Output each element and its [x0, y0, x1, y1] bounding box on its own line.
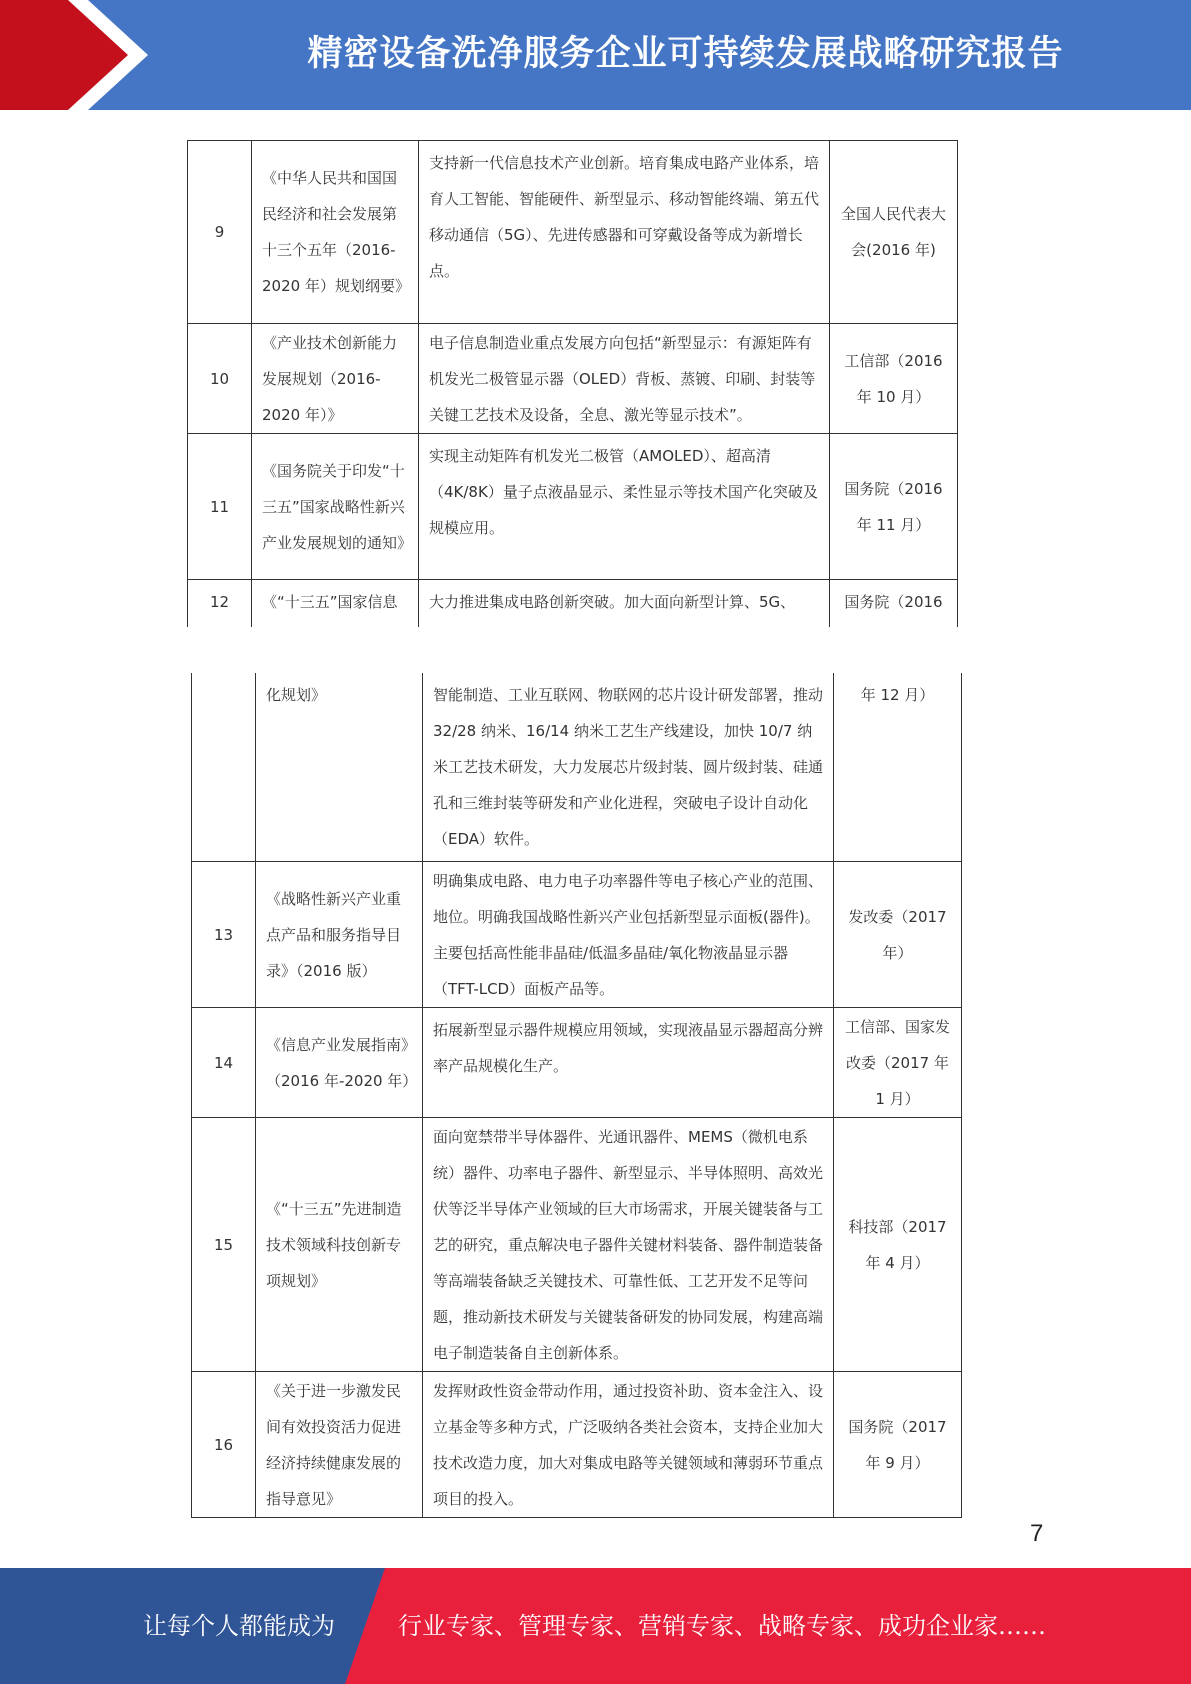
policy-content: 明确集成电路、电力电子功率器件等电子核心产业的范围、地位。明确我国战略性新兴产业包括新型显示面板(器件)。主要包括高性能非晶硅/低温多晶硅/氧化物液晶显示器（TFT-LCD）面板产品等。	[423, 862, 834, 1008]
table-row	[188, 141, 958, 324]
table-row	[188, 324, 958, 434]
policy-content: 支持新一代信息技术产业创新。培育集成电路产业体系，培育人工智能、智能硬件、新型显示、移动智能终端、第五代移动通信（5G）、先进传感器和可穿戴设备等成为新增长点。	[419, 141, 830, 324]
table-row	[188, 580, 958, 628]
policy-issuer: 工信部、国家发改委（2017 年 1 月）	[834, 1008, 962, 1118]
policy-content: 发挥财政性资金带动作用，通过投资补助、资本金注入、设立基金等多种方式，广泛吸纳各类社会资本，支持企业加大技术改造力度，加大对集成电路等关键领域和薄弱环节重点项目的投入。	[423, 1372, 834, 1518]
footer-slogan-right: 行业专家、管理专家、营销专家、战略专家、成功企业家……	[398, 1612, 1046, 1640]
policy-issuer: 全国人民代表大会(2016 年)	[830, 141, 958, 324]
report-title: 精密设备洗净服务企业可持续发展战略研究报告	[307, 34, 1064, 74]
policy-content: 智能制造、工业互联网、物联网的芯片设计研发部署，推动 32/28 纳米、16/14 纳米工艺生产线建设，加快 10/7 纳米工艺技术研发，大力发展芯片级封装、圆片级封装、硅通孔和三维封装等研发和产业化进程，突破电子设计自动化（EDA）软件。	[423, 673, 834, 862]
policy-name: 化规划》	[256, 673, 423, 862]
policy-name: 《“十三五”国家信息	[252, 580, 419, 628]
table-row	[192, 862, 962, 1008]
policy-name: 《产业技术创新能力发展规划（2016-2020 年）》	[252, 324, 419, 434]
row-number: 10	[188, 324, 252, 434]
page-header	[0, 0, 1191, 110]
header-chevron-icon	[0, 0, 150, 110]
policy-issuer: 年 12 月）	[834, 673, 962, 862]
policy-issuer: 国务院（2016 年 11 月）	[830, 434, 958, 580]
row-number: 9	[188, 141, 252, 324]
policy-content: 电子信息制造业重点发展方向包括“新型显示：有源矩阵有机发光二极管显示器（OLED）背板、蒸镀、印刷、封装等关键工艺技术及设备，全息、激光等显示技术”。	[419, 324, 830, 434]
policy-content: 面向宽禁带半导体器件、光通讯器件、MEMS（微机电系统）器件、功率电子器件、新型显示、半导体照明、高效光伏等泛半导体产业领域的巨大市场需求，开展关键装备与工艺的研究，重点解决电子器件关键材料装备、器件制造装备等高端装备缺乏关键技术、可靠性低、工艺开发不足等问题，推动新技术研发与关键装备研发的协同发展，构建高端电子制造装备自主创新体系。	[423, 1118, 834, 1372]
policy-name: 《“十三五”先进制造技术领域科技创新专项规划》	[256, 1118, 423, 1372]
table-row	[192, 1008, 962, 1118]
page-number: 7	[1030, 1520, 1044, 1547]
policy-content: 拓展新型显示器件规模应用领域，实现液晶显示器超高分辨率产品规模化生产。	[423, 1008, 834, 1118]
policy-content: 实现主动矩阵有机发光二极管（AMOLED）、超高清（4K/8K）量子点液晶显示、柔性显示等技术国产化突破及规模应用。	[419, 434, 830, 580]
policy-issuer: 国务院（2017 年 9 月）	[834, 1372, 962, 1518]
row-number: 12	[188, 580, 252, 628]
policy-name: 《中华人民共和国国民经济和社会发展第十三个五年（2016-2020 年）规划纲要》	[252, 141, 419, 324]
table-row	[192, 673, 962, 862]
policy-table-2	[191, 673, 962, 1518]
row-number: 11	[188, 434, 252, 580]
row-number: 15	[192, 1118, 256, 1372]
table-row	[192, 1372, 962, 1518]
policy-issuer: 发改委（2017 年）	[834, 862, 962, 1008]
policy-content: 大力推进集成电路创新突破。加大面向新型计算、5G、	[419, 580, 830, 628]
row-number: 16	[192, 1372, 256, 1518]
policy-name: 《关于进一步激发民间有效投资活力促进经济持续健康发展的指导意见》	[256, 1372, 423, 1518]
row-number	[192, 673, 256, 862]
policy-table-1	[187, 140, 958, 627]
policy-name: 《国务院关于印发“十三五”国家战略性新兴产业发展规划的通知》	[252, 434, 419, 580]
page-footer	[0, 1568, 1191, 1684]
table-row	[192, 1118, 962, 1372]
policy-issuer: 国务院（2016	[830, 580, 958, 628]
policy-issuer: 科技部（2017 年 4 月）	[834, 1118, 962, 1372]
footer-slogan-left: 让每个人都能成为	[143, 1612, 335, 1640]
row-number: 13	[192, 862, 256, 1008]
table-row	[188, 434, 958, 580]
policy-name: 《信息产业发展指南》（2016 年-2020 年）	[256, 1008, 423, 1118]
policy-issuer: 工信部（2016 年 10 月）	[830, 324, 958, 434]
policy-name: 《战略性新兴产业重点产品和服务指导目录》（2016 版）	[256, 862, 423, 1008]
row-number: 14	[192, 1008, 256, 1118]
